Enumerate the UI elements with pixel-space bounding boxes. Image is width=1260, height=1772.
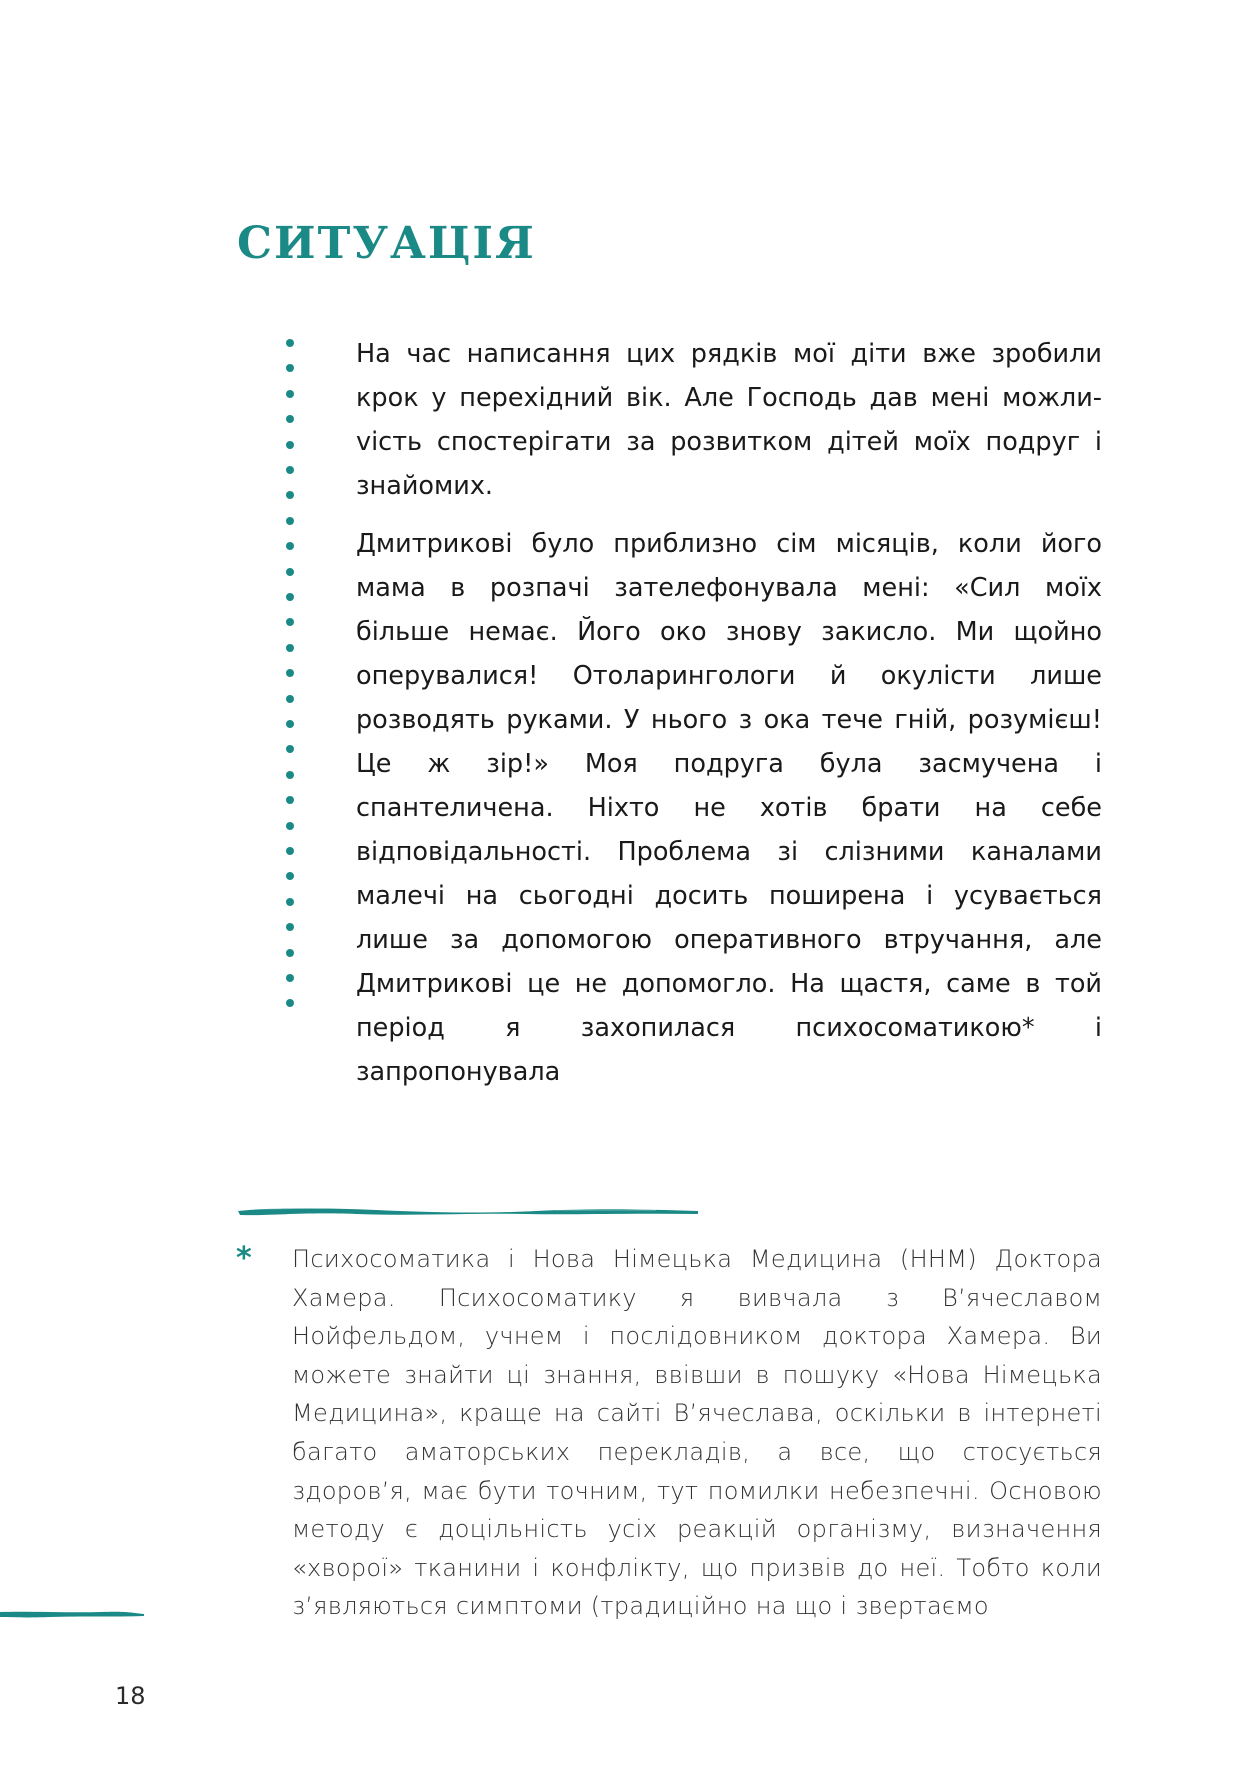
dot [286,466,294,474]
body-paragraph-1: На час написання цих рядків мої діти вже зробили крок у перехідний вік. Але Господь дав мені можлиvість спостерігати за розвитком дітей моїх подруг і знайомих. [356,339,1102,501]
body-text [356,332,1102,1108]
dotted-rule [286,339,298,1009]
dot [286,949,294,957]
dot [286,415,294,423]
dot [286,364,294,372]
footnote-text: Психосоматика і Нова Німецька Медицина (ННМ) Доктора Хамера. Психосоматику я вивчала з В’ячеславом Нойфельдом, учнем і послідовником доктора Хамера. Ви можете знайти ці знання, ввівши в пошуку «Нова Німецька Медицина», краще на сайті В’ячеслава, оскільки в інтернеті багато аматорських перекладів, а все, що стосується здоров’я, має бути точним, тут помилки небезпечні. Основою методу є доцільність усіх реакцій організму, визначення «хворої» тканини і конфлікту, що призвів до неї. Тобто коли з’являються симптоми (традиційно на що і звертаємо [292,1245,1102,1621]
dot [286,923,294,931]
dot [286,618,294,626]
dot [286,745,294,753]
body-paragraph-2: Дмитрикові було приблизно сім місяців, коли його мама в розпачі зателефонувала мені: «Сил моїх більше немає. Його око знову закисло. Ми щойно оперувалися! Отоларингологи й окулісти лише розводять руками. У нього з ока тече гній, розумієш! Це ж зір!» Моя подруга була засмучена і спантеличена. Ніхто не хотів брати на себе відповідальності. Проблема зі слізними каналами малечі на сьогодні досить поширена і усувається лише за допомогою оперативного втручання, але Дмитрикові це не допомогло. На щастя, саме в той період я захопилася психосоматикою* і запропонувала [356,529,1102,1087]
dot [286,568,294,576]
brush-mark [0,1608,146,1620]
dot [286,796,294,804]
dot [286,339,294,347]
dot [286,390,294,398]
dot [286,720,294,728]
dot [286,771,294,779]
dot [286,491,294,499]
dot [286,999,294,1007]
dot [286,669,294,677]
section-title: СИТУАЦІЯ [237,218,536,269]
dot [286,974,294,982]
dot [286,441,294,449]
dot [286,847,294,855]
dot [286,872,294,880]
dot [286,593,294,601]
dot [286,898,294,906]
dot [286,517,294,525]
dot [286,542,294,550]
brush-divider [236,1204,702,1218]
dot [286,695,294,703]
dot [286,822,294,830]
footnote-marker: * [236,1241,252,1276]
dot [286,644,294,652]
page-number: 18 [115,1682,146,1710]
